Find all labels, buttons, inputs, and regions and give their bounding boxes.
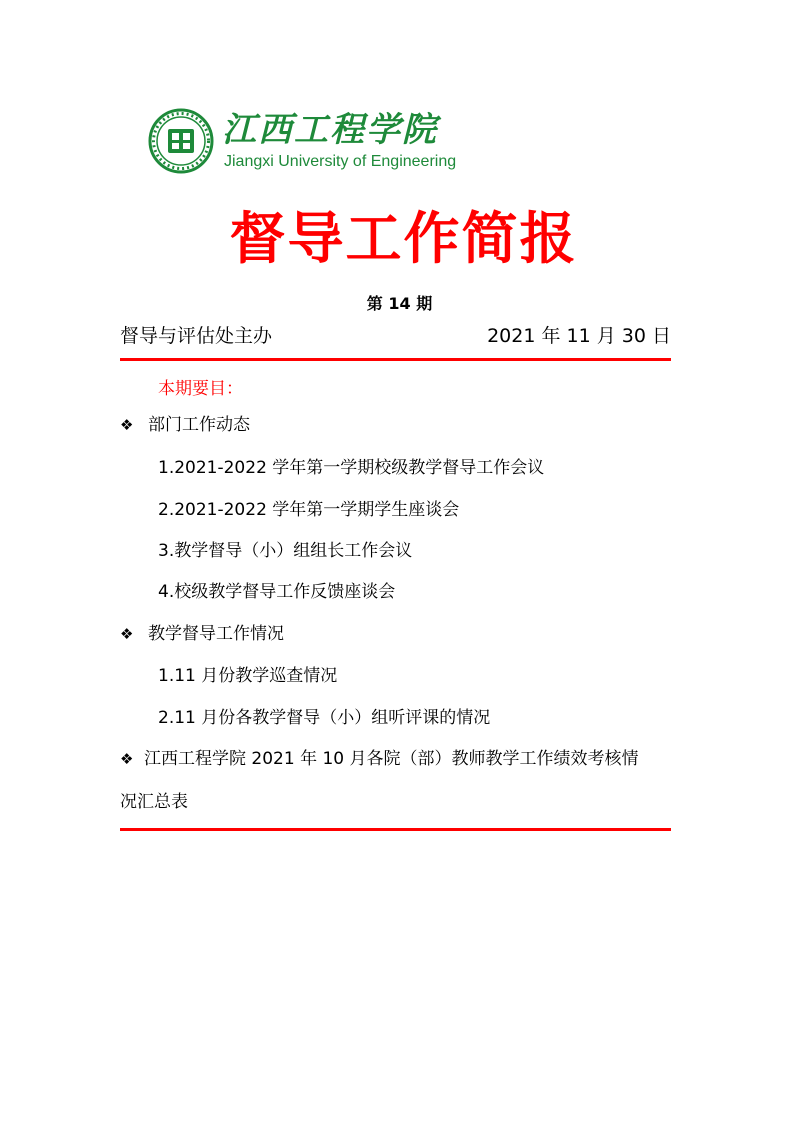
bulletin-title: 督导工作简报	[229, 207, 578, 272]
section-title: 教学督导工作情况	[148, 624, 284, 644]
diamond-bullet-icon: ❖	[120, 625, 134, 643]
issue-number: 第 14 期	[366, 294, 433, 313]
header-divider	[120, 358, 671, 361]
diamond-bullet-icon: ❖	[120, 750, 134, 768]
section-supervision-work	[120, 621, 284, 647]
section-title: 江西工程学院 2021 年 10 月各院（部）教师教学工作绩效考核情	[144, 749, 639, 769]
diamond-bullet-icon: ❖	[120, 416, 134, 434]
section-performance-summary	[120, 746, 639, 772]
section-title: 部门工作动态	[148, 415, 250, 435]
list-item: 2.11 月份各教学督导（小）组听评课的情况	[158, 708, 491, 728]
list-item: 2.2021-2022 学年第一学期学生座谈会	[158, 500, 460, 520]
publish-date: 2021 年 11 月 30 日	[487, 325, 671, 347]
university-seal-icon	[148, 108, 214, 174]
list-item: 1.2021-2022 学年第一学期校级教学督导工作会议	[158, 458, 545, 478]
organizer: 督导与评估处主办	[120, 325, 273, 347]
university-logo	[148, 108, 457, 180]
list-item: 4.校级教学督导工作反馈座谈会	[158, 582, 396, 602]
list-item: 1.11 月份教学巡查情况	[158, 666, 338, 686]
university-name-cn: 江西工程学院	[222, 110, 438, 150]
contents-heading: 本期要目：	[158, 379, 243, 399]
university-name-en: Jiangxi University of Engineering	[224, 153, 457, 170]
list-item: 3.教学督导（小）组组长工作会议	[158, 541, 413, 561]
section-department-news	[120, 412, 250, 438]
footer-divider	[120, 828, 671, 831]
section-title-continuation: 况汇总表	[120, 792, 188, 812]
